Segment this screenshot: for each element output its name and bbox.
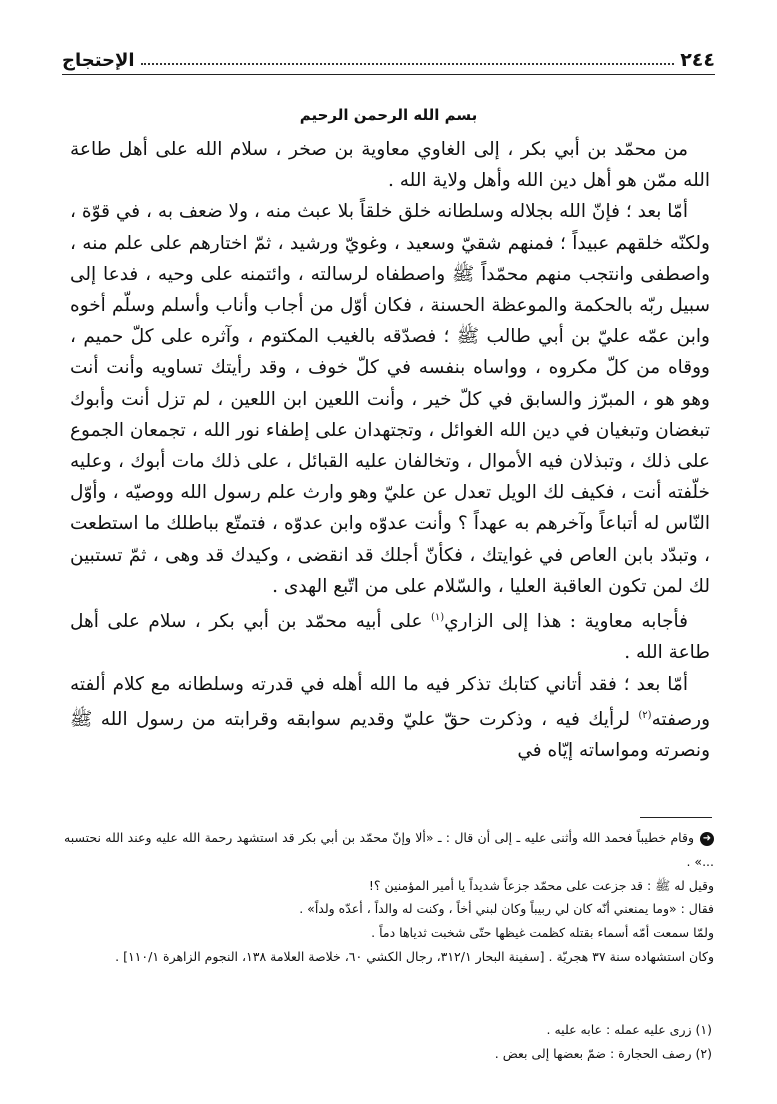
continued-notes (64, 826, 714, 969)
basmala: بسم الله الرحمن الرحيم (299, 106, 478, 124)
reply-body-text: أمّا بعد ؛ فقد أتاني كتابك تذكر فيه ما الله أهله في قدرته وسلطانه مع كلام ألفته ورصفته (70, 673, 710, 730)
note-line: ➜وقام خطيباً فحمد الله وأثنى عليه ـ إلى أن قال : ـ «ألا وإنّ محمّد بن أبي بكر قد استشهد رحمة الله عليه وعند الله نحتسبه ...» . (64, 830, 714, 869)
footnotes (64, 1018, 712, 1066)
header-dot-leader (141, 63, 675, 65)
chapter-title: الإحتجاج (62, 50, 135, 71)
note-line: وقيل له ﷺ : قد جزعت على محمّد جزعاً شديداً يا أمير المؤمنين ؟! (368, 877, 714, 893)
note-line: فقال : «وما يمنعني أنّه كان لي ربيباً وكان لبني أخاً ، وكنت له والداً ، أعدّه ولداً» . (299, 901, 714, 917)
continuation-arrow-icon: ➜ (700, 832, 714, 846)
main-text (70, 134, 710, 766)
running-header (62, 44, 715, 75)
footnote-separator (640, 817, 712, 818)
reply-intro-text: فأجابه معاوية : هذا إلى الزاري (444, 611, 689, 633)
reply-body (70, 669, 710, 767)
footnote-ref-1[interactable]: (١) (430, 612, 445, 624)
reply-body-rest: لرأيك فيه ، وذكرت حقّ عليّ وقديم سوابقه وقرابته من رسول الله ﷺ ونصرته ومواساته إيّاه في (70, 708, 710, 762)
letter-opening: من محمّد بن أبي بكر ، إلى الغاوي معاوية بن صخر ، سلام الله على أهل طاعة الله ممّن هو أهل دين الله وأهل ولاية الله . (70, 139, 710, 192)
page-number: ٢٤٤ (680, 49, 715, 71)
reply-intro (70, 602, 710, 669)
footnote-1: (١) زرى عليه عمله : عابه عليه . (546, 1022, 712, 1037)
letter-body: أمّا بعد ؛ فإنّ الله بجلاله وسلطانه خلق خلقاً بلا عبث منه ، ولا ضعف به ، في قوّة ، ولكنّه خلقهم عبيداً ؛ فمنهم شقيّ وسعيد ، وغويّ ورشيد ، ثمّ اختارهم على علم منه ، واصطفى وانتجب منهم محمّداً ﷺ واصطفاه لرسالته ، وائتمنه على وحيه ، فدعا إلى سبيل ربّه بالحكمة والموعظة الحسنة ، فكان أوّل من أجاب وأناب وأسلم وسلّم أخوه وابن عمّه عليّ بن أبي طالب ﷺ ؛ فصدّقه بالغيب المكتوم ، وآثره على كلّ حميم ، ووقاه من كلّ مكروه ، وواساه بنفسه في كلّ خوف ، وقد رأيتك تساويه وأنت أنت وهو هو ، المبرّز والسابق في كلّ خير ، وأنت اللعين ابن اللعين ، لم تزل أنت وأبوك تبغضان وتبغيان في دين الله الغوائل ، وتجتهدان على إطفاء نور الله ، تجمعان الجموع على ذلك ، وتبذلان فيه الأموال ، وتخالفان عليه القبائل ، على ذلك مات أبوك ، وعليه خلّفته أنت ، فكيف لك الويل تعدل عن عليّ وهو وارث علم رسول الله ووصيّه ، وأوّل النّاس له أتباعاً وآخرهم به عهداً ؟ وأنت عدوّه وابن عدوّه ، فتمتّع بباطلك ما استطعت ، وتبدّد بابن العاص في غوايتك ، فكأنّ أجلك قد انقضى ، وكيدك قد وهى ، ثمّ تستبين لك لمن تكون العاقبة العليا ، والسّلام على من اتّبع الهدى . (70, 201, 710, 597)
footnote-2: (٢) رصف الحجارة : ضمّ بعضها إلى بعض . (494, 1046, 712, 1061)
note-line: ولمّا سمعت أمّه أسماء بقتله كظمت غيظها حتّى شخبت ثدياها دماً . (371, 925, 714, 941)
reply-intro-rest: على أبيه محمّد بن أبي بكر ، سلام على أهل طاعة الله . (70, 611, 710, 664)
footnote-ref-2[interactable]: (٢) (638, 709, 652, 721)
note-line: وكان استشهاده سنة ٣٧ هجريّة . [سفينة البحار ٣١٢/١، رجال الكشي ٦٠، خلاصة العلامة ١٣٨، النجوم الزاهرة ١١٠/١] . (115, 948, 714, 964)
